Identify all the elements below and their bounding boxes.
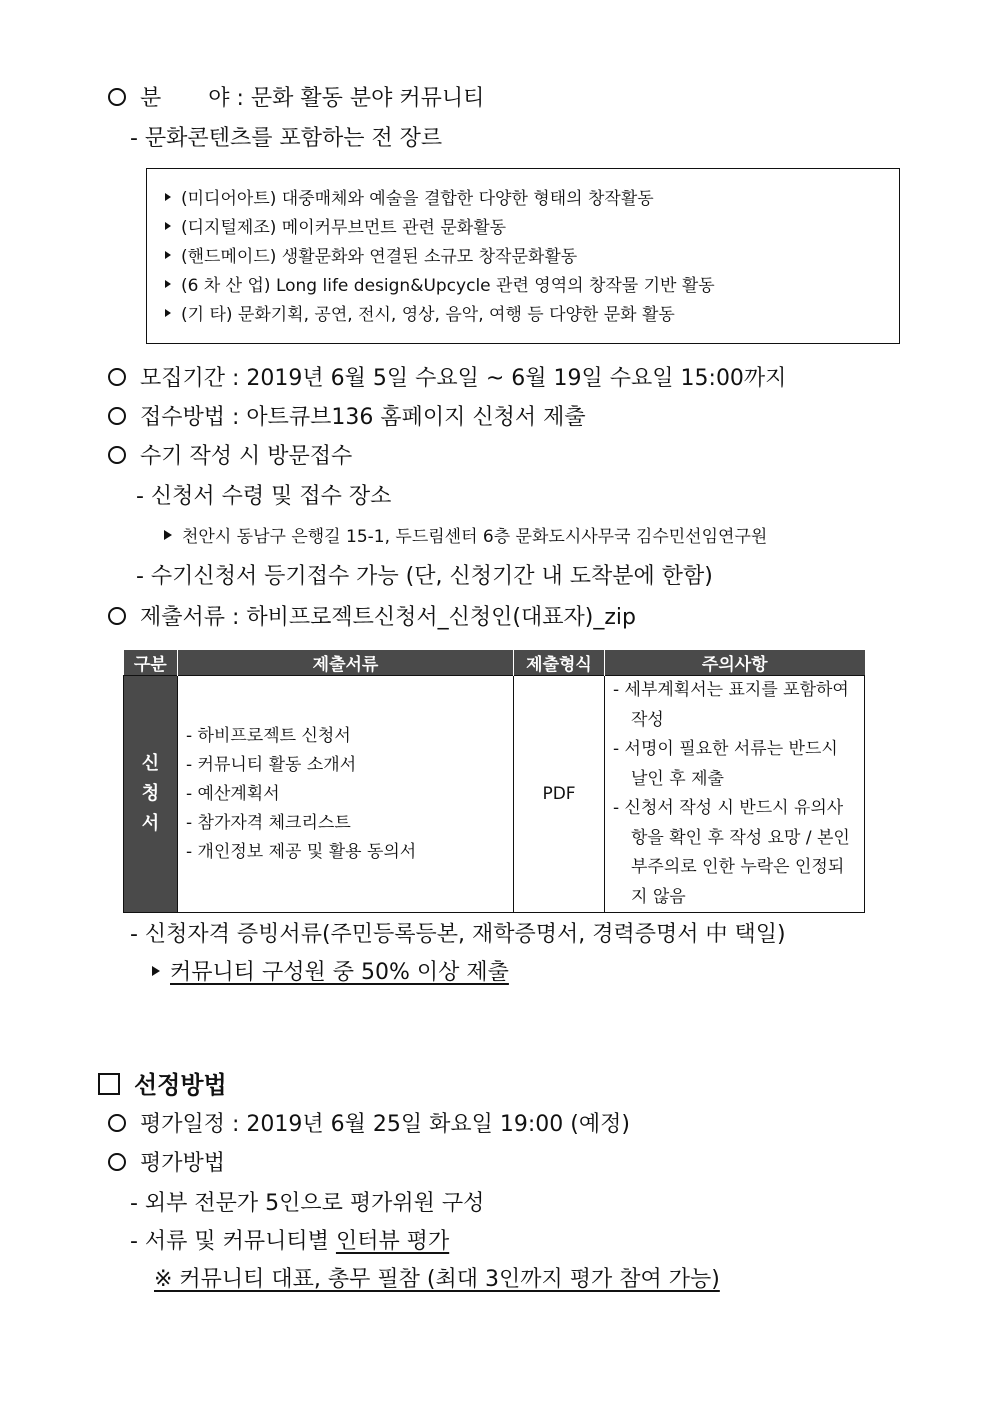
- genre-box: [146, 168, 900, 344]
- genre-item: (6 차 산 업) Long life design&Upcycle 관련 영역의 창작물 기반 활동: [165, 274, 715, 298]
- header-format: 제출형식: [514, 650, 605, 676]
- genre-item: (핸드메이드) 생활문화와 연결된 소규모 창작문화활동: [165, 245, 577, 269]
- header-documents: 제출서류: [178, 650, 514, 676]
- eval-method-label: 평가방법: [108, 1149, 225, 1179]
- note-item: - 세부계획서는 표지를 포함하여 작성: [613, 680, 849, 730]
- field-value: : 문화 활동 분야 커뮤니티: [236, 86, 485, 111]
- method-line: 접수방법 : 아트큐브136 홈페이지 신청서 제출: [108, 403, 586, 433]
- document-item: - 하비프로젝트 신청서: [186, 725, 351, 746]
- genre-item: (기 타) 문화기획, 공연, 전시, 영상, 음악, 여행 등 다양한 문화 활동: [165, 303, 675, 327]
- table-row: [124, 676, 865, 913]
- triangle-bullet-icon: [165, 280, 171, 288]
- field-sub: - 문화콘텐츠를 포함하는 전 장르: [130, 126, 443, 151]
- genre-item: (미디어아트) 대중매체와 예술을 결합한 다양한 형태의 창작활동: [165, 187, 654, 211]
- document-item: - 개인정보 제공 및 활용 동의서: [186, 841, 417, 862]
- interview-text: 인터뷰 평가: [335, 1229, 450, 1254]
- document-item: - 예산계획서: [186, 783, 280, 804]
- proof-bullet: 커뮤니티 구성원 중 50% 이상 제출: [152, 958, 509, 988]
- period-line: 모집기간 : 2019년 6월 5일 수요일 ~ 6월 19일 수요일 15:00까지: [108, 364, 786, 394]
- handwritten-note: - 수기신청서 등기접수 가능 (단, 신청기간 내 도착분에 한함): [136, 564, 713, 589]
- category-cell: 신 청 서: [124, 676, 178, 913]
- circle-bullet-icon: [108, 88, 126, 106]
- eval-method-item: - 서류 및 커뮤니티별 인터뷰 평가: [130, 1229, 450, 1254]
- circle-bullet-icon: [108, 607, 126, 625]
- header-notes: 주의사항: [605, 650, 865, 676]
- selection-heading: 선정방법: [98, 1069, 227, 1101]
- table-header-row: [124, 650, 865, 676]
- field-line: [108, 84, 484, 114]
- triangle-bullet-icon: [165, 222, 171, 230]
- handwritten-place-label: - 신청서 수령 및 접수 장소: [136, 484, 392, 509]
- document-item: - 커뮤니티 활동 소개서: [186, 754, 357, 775]
- documents-table: [123, 650, 865, 913]
- circle-bullet-icon: [108, 1153, 126, 1171]
- format-cell: PDF: [514, 676, 605, 913]
- genre-item: (디지털제조) 메이커무브먼트 관련 문화활동: [165, 216, 506, 240]
- documents-cell: [178, 676, 514, 913]
- triangle-bullet-icon: [164, 530, 172, 540]
- submission-line: 제출서류 : 하비프로젝트신청서_신청인(대표자)_zip: [108, 603, 636, 633]
- circle-bullet-icon: [108, 407, 126, 425]
- attendance-note: ※ 커뮤니티 대표, 총무 필참 (최대 3인까지 평가 참여 가능): [154, 1267, 720, 1292]
- note-item: - 신청서 작성 시 반드시 유의사항을 확인 후 작성 요망 / 본인 부주의로 인한 누락은 인정되지 않음: [613, 798, 850, 907]
- triangle-bullet-icon: [165, 193, 171, 201]
- notes-cell: [605, 676, 865, 913]
- triangle-bullet-icon: [152, 966, 160, 976]
- handwritten-title: 수기 작성 시 방문접수: [108, 442, 352, 472]
- circle-bullet-icon: [108, 368, 126, 386]
- note-item: - 서명이 필요한 서류는 반드시 날인 후 제출: [613, 739, 838, 789]
- field-label: 분 야: [140, 86, 230, 111]
- triangle-bullet-icon: [165, 251, 171, 259]
- schedule-line: 평가일정 : 2019년 6월 25일 화요일 19:00 (예정): [108, 1110, 630, 1140]
- circle-bullet-icon: [108, 1114, 126, 1132]
- header-category: 구분: [124, 650, 178, 676]
- document-item: - 참가자격 체크리스트: [186, 812, 351, 833]
- eval-method-item: - 외부 전문가 5인으로 평가위원 구성: [130, 1191, 485, 1216]
- square-bullet-icon: [98, 1073, 120, 1095]
- handwritten-address: 천안시 동남구 은행길 15-1, 두드림센터 6층 문화도시사무국 김수민선임연구원: [164, 524, 767, 550]
- triangle-bullet-icon: [165, 309, 171, 317]
- circle-bullet-icon: [108, 446, 126, 464]
- proof-line: - 신청자격 증빙서류(주민등록등본, 재학증명서, 경력증명서 中 택일): [130, 922, 786, 947]
